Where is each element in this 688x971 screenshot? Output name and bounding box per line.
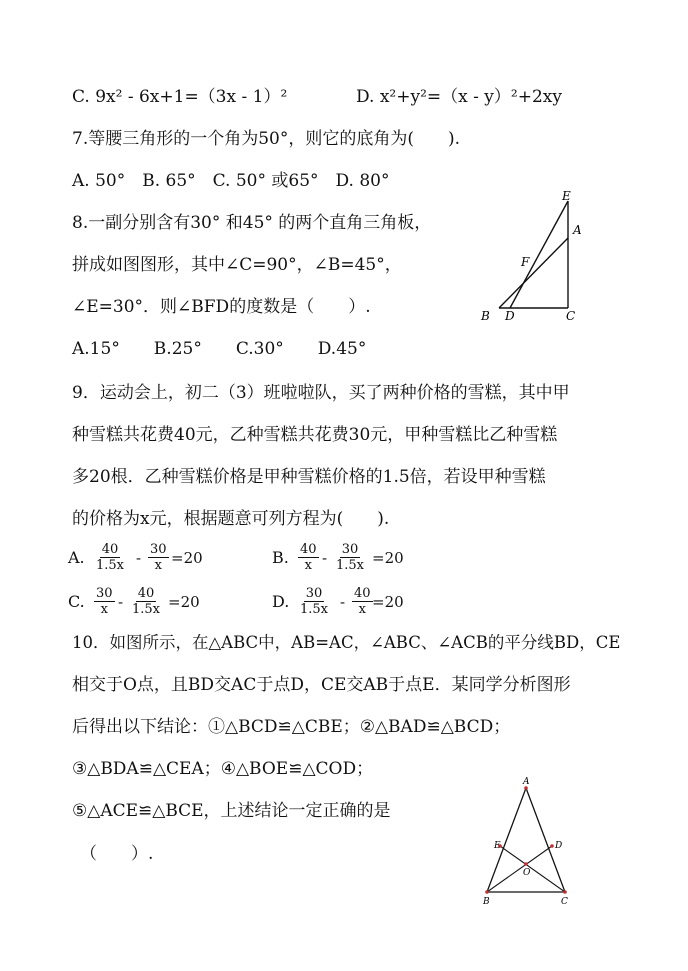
fraction-numerator: 30 xyxy=(305,586,323,601)
fraction-numerator: 30 xyxy=(150,542,167,557)
q8-label-e: E xyxy=(562,189,571,203)
q10-point-o xyxy=(524,862,528,866)
fraction-denominator: x xyxy=(154,558,162,573)
fraction-numerator: 40 xyxy=(300,542,317,557)
fraction-denominator: 1.5x xyxy=(336,558,365,573)
q10-segment-ac xyxy=(526,788,565,892)
q9-option-c-operator: - xyxy=(118,593,124,611)
fraction-numerator: 30 xyxy=(341,542,359,557)
q8-label-b: B xyxy=(481,309,490,323)
q8-label-f: F xyxy=(521,255,530,269)
q8-triangle-figure xyxy=(470,186,600,332)
q10-stem-line2: 相交于O点，且BD交AC于点D，CE交AB于点E．某同学分析图形 xyxy=(72,675,571,695)
q8-label-d: D xyxy=(505,309,515,323)
q10-segment-bd xyxy=(487,846,552,892)
q9-option-d-operator: - xyxy=(340,593,346,611)
q9-stem-line1: 9．运动会上，初二（3）班啦啦队，买了两种价格的雪糕，其中甲 xyxy=(72,383,570,403)
q9-option-d-rhs: =20 xyxy=(372,593,404,611)
fraction-denominator: 1.5x xyxy=(96,558,125,573)
q8-options: A.15° B.25° C.30° D.45° xyxy=(72,339,367,359)
q10-stem-line5: ⑤△ACE≌△BCE，上述结论一定正确的是 xyxy=(72,801,391,821)
q8-label-c: C xyxy=(566,309,576,323)
q8-label-a: A xyxy=(573,223,582,237)
q10-point-d xyxy=(550,844,554,848)
q9-option-b-fraction-2 xyxy=(334,542,366,573)
q10-label-d: D xyxy=(555,841,563,851)
q9-option-b-label: B. xyxy=(272,548,289,567)
q8-segment-ba xyxy=(499,238,568,308)
q9-option-a-label: A. xyxy=(68,548,85,567)
fraction-denominator: 1.5x xyxy=(300,602,329,617)
fraction-numerator: 40 xyxy=(101,542,119,557)
q8-stem-line3: ∠E=30°．则∠BFD的度数是（ ）. xyxy=(72,297,371,317)
q9-option-a-fraction-1 xyxy=(94,542,126,573)
q10-answer-blank: （ ）. xyxy=(80,844,154,864)
q10-stem-line3: 后得出以下结论：①△BCD≌△CBE；②△BAD≌△BCD； xyxy=(72,717,511,737)
q10-label-b: B xyxy=(483,897,490,907)
q9-option-d-label: D. xyxy=(272,592,290,611)
q9-option-d-fraction-2 xyxy=(352,586,373,617)
q6-option-c: C. 9x² - 6x+1=（3x - 1）² xyxy=(72,87,288,107)
q10-segment-ab xyxy=(487,788,526,892)
q10-label-o: O xyxy=(523,868,531,878)
q9-stem-line3: 多20根．乙种雪糕价格是甲种雪糕价格的1.5倍，若设甲种雪糕 xyxy=(72,467,546,487)
q9-stem-line4: 的价格为x元，根据题意可列方程为( ). xyxy=(72,509,390,529)
fraction-denominator: 1.5x xyxy=(132,602,161,617)
q9-option-a-fraction-2 xyxy=(148,542,169,573)
fraction-denominator: x xyxy=(358,602,366,617)
q7-options: A. 50° B. 65° C. 50° 或65° D. 80° xyxy=(72,171,390,191)
q9-option-b-rhs: =20 xyxy=(372,549,404,567)
q9-option-b-operator: - xyxy=(322,549,328,567)
q9-option-c-fraction-1 xyxy=(94,586,115,617)
q9-option-c-fraction-2 xyxy=(130,586,162,617)
q7-stem: 7.等腰三角形的一个角为50°，则它的底角为( ). xyxy=(72,129,461,149)
q10-triangle-figure xyxy=(476,774,576,908)
q8-stem-line1: 8.一副分别含有30° 和45° 的两个直角三角板， xyxy=(72,213,432,233)
q8-stem-line2: 拼成如图图形，其中∠C=90°，∠B=45°， xyxy=(72,255,402,275)
q9-stem-line2: 种雪糕共花费40元，乙种雪糕共花费30元，甲种雪糕比乙种雪糕 xyxy=(72,425,558,445)
fraction-denominator: x xyxy=(100,602,108,617)
q10-stem-line4: ③△BDA≌△CEA；④△BOE≌△COD； xyxy=(72,759,374,779)
q9-option-d-fraction-1 xyxy=(298,586,330,617)
q10-label-c: C xyxy=(561,897,568,907)
q10-label-e: E xyxy=(494,841,501,851)
q9-option-c-label: C. xyxy=(68,592,85,611)
q10-segment-ce xyxy=(500,846,565,892)
q10-stem-line1: 10．如图所示，在△ABC中，AB=AC，∠ABC、∠ACB的平分线BD，CE xyxy=(72,633,621,652)
q9-option-b-fraction-1 xyxy=(298,542,319,573)
fraction-denominator: x xyxy=(304,558,312,573)
fraction-numerator: 30 xyxy=(96,586,113,601)
fraction-numerator: 40 xyxy=(137,586,155,601)
q9-option-c-rhs: =20 xyxy=(168,593,200,611)
q10-label-a: A xyxy=(523,777,530,787)
q10-point-c xyxy=(563,890,567,894)
q8-segment-de xyxy=(510,201,568,308)
q6-option-d: D. x²+y²=（x - y）²+2xy xyxy=(356,87,562,107)
q10-point-b xyxy=(485,890,489,894)
q9-option-a-operator: - xyxy=(136,549,142,567)
fraction-numerator: 40 xyxy=(354,586,371,601)
q9-option-a-rhs: =20 xyxy=(171,549,203,567)
